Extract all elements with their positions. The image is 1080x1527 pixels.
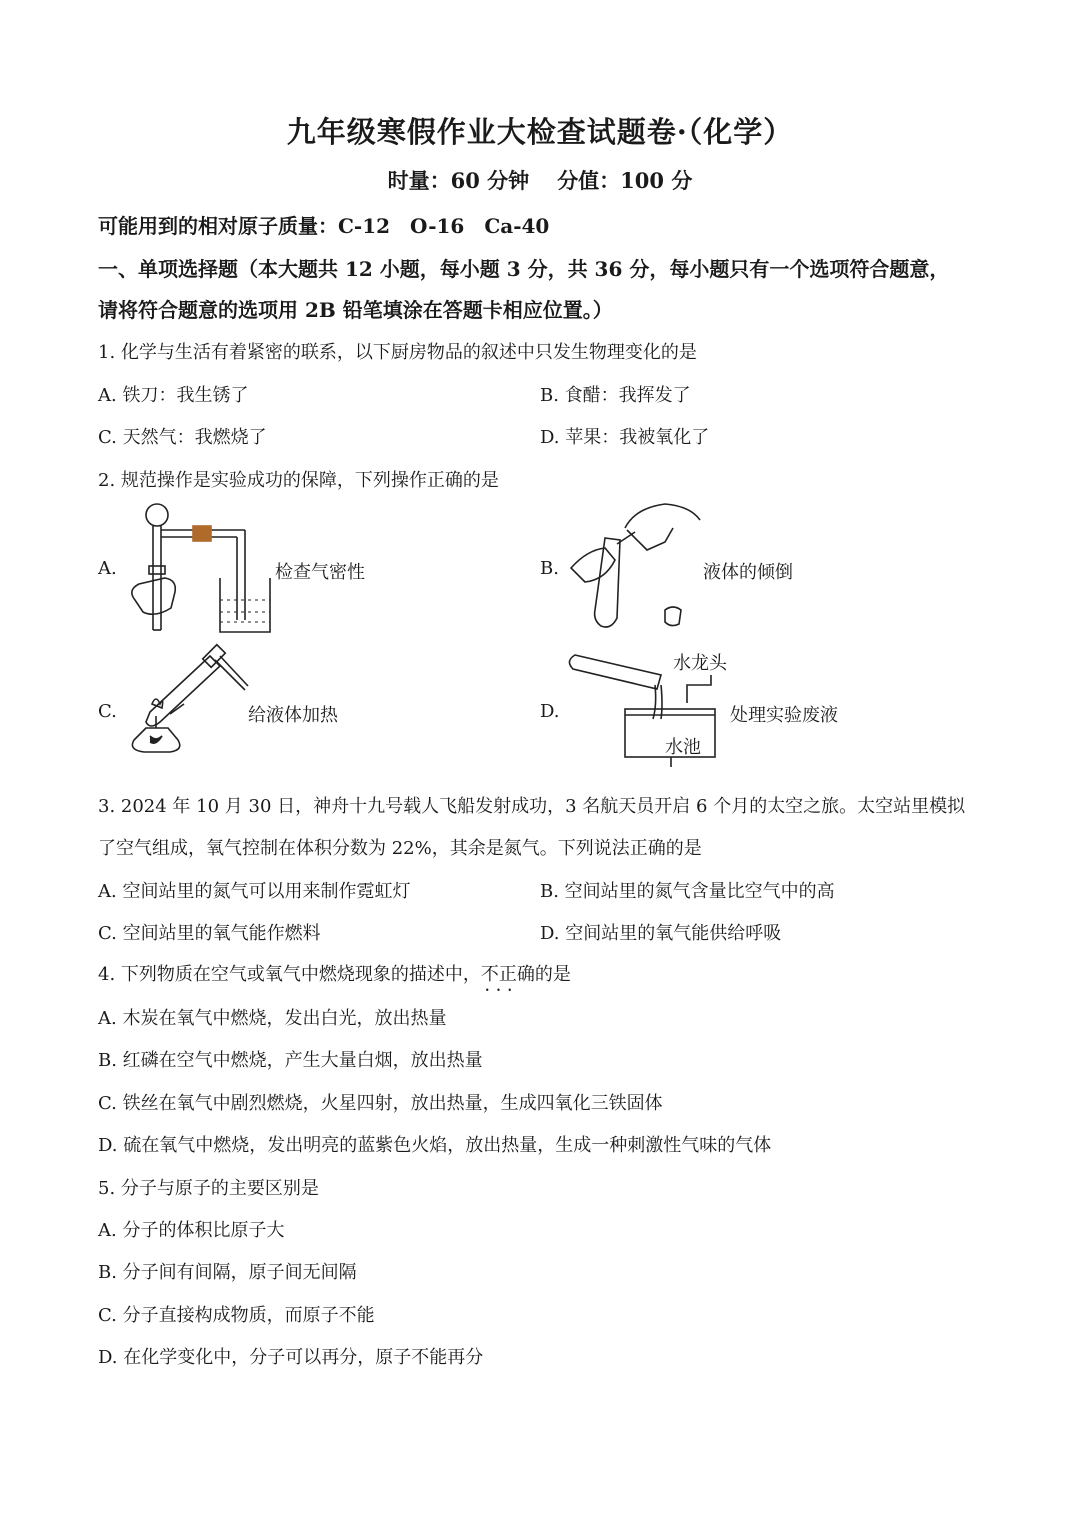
section-1-heading-line-1: 一、单项选择题（本大题共 12 小题，每小题 3 分，共 36 分，每小题只有一个选项符合题意，	[98, 257, 950, 281]
q3-stem-line-1: 3. 2024 年 10 月 30 日，神舟十九号载人飞船发射成功，3 名航天员开启 6 个月的太空之旅。太空站里模拟	[98, 796, 966, 817]
q2-stem: 2. 规范操作是实验成功的保障，下列操作正确的是	[98, 470, 499, 491]
q2-figure-a-caption: 检查气密性	[275, 562, 365, 583]
q5-option-a: A. 分子的体积比原子大	[98, 1220, 285, 1241]
q2-figure-a-letter: A.	[98, 558, 117, 579]
q3-option-d: D. 空间站里的氧气能供给呼吸	[540, 923, 782, 944]
page-title: 九年级寒假作业大检查试题卷·（化学）	[286, 115, 794, 149]
q1-option-b: B. 食醋：我挥发了	[540, 385, 691, 406]
q2-figure-a-airtightness	[125, 500, 275, 640]
q5-option-b: B. 分子间有间隔，原子间无间隔	[98, 1262, 357, 1283]
q2-figure-c-caption: 给液体加热	[248, 705, 338, 726]
q3-stem-line-2: 了空气组成，氧气控制在体积分数为 22%，其余是氮气。下列说法正确的是	[98, 838, 702, 859]
q4-stem	[98, 960, 571, 986]
q5-stem: 5. 分子与原子的主要区别是	[98, 1178, 319, 1199]
q4-stem-suffix: 的是	[534, 964, 571, 985]
q5-option-d: D. 在化学变化中，分子可以再分，原子不能再分	[98, 1347, 484, 1368]
atomic-mass-note: 可能用到的相对原子质量：C-12 O-16 Ca-40	[98, 214, 550, 238]
q2-figure-b-pouring	[565, 498, 705, 633]
q4-option-d: D. 硫在氧气中燃烧，发出明亮的蓝紫色火焰，放出热量，生成一种刺激性气味的气体	[98, 1135, 772, 1156]
q3-option-a: A. 空间站里的氮气可以用来制作霓虹灯	[98, 881, 411, 902]
q2-figure-d-faucet-label: 水龙头	[673, 653, 727, 674]
exam-meta	[0, 165, 1080, 195]
q2-figure-b-letter: B.	[540, 558, 559, 579]
q4-stem-emphasis: 不正确 • • •	[481, 964, 535, 985]
q2-figure-c-heating	[120, 642, 250, 754]
exam-score: 分值：100 分	[557, 168, 693, 193]
q2-figure-c-letter: C.	[98, 701, 117, 722]
q1-option-d: D. 苹果：我被氧化了	[540, 427, 710, 448]
q5-option-c: C. 分子直接构成物质，而原子不能	[98, 1305, 375, 1326]
q1-option-a: A. 铁刀：我生锈了	[98, 385, 249, 406]
q2-figure-d-sink-label: 水池	[665, 737, 701, 758]
exam-time: 时量：60 分钟	[387, 168, 530, 193]
q4-option-c: C. 铁丝在氧气中剧烈燃烧，火星四射，放出热量，生成四氧化三铁固体	[98, 1093, 663, 1114]
section-1-heading-line-2: 请将符合题意的选项用 2B 铅笔填涂在答题卡相应位置。）	[98, 298, 613, 322]
q4-stem-prefix: 4. 下列物质在空气或氧气中燃烧现象的描述中，	[98, 964, 481, 985]
q4-option-b: B. 红磷在空气中燃烧，产生大量白烟，放出热量	[98, 1050, 483, 1071]
q1-stem: 1. 化学与生活有着紧密的联系，以下厨房物品的叙述中只发生物理变化的是	[98, 342, 697, 363]
q3-option-b: B. 空间站里的氮气含量比空气中的高	[540, 881, 835, 902]
q4-option-a: A. 木炭在氧气中燃烧，发出白光，放出热量	[98, 1008, 447, 1029]
q2-figure-b-caption: 液体的倾倒	[703, 562, 793, 583]
q2-figure-d-letter: D.	[540, 701, 560, 722]
q1-option-c: C. 天然气：我燃烧了	[98, 427, 267, 448]
q2-figure-d-caption: 处理实验废液	[730, 705, 838, 726]
q3-option-c: C. 空间站里的氧气能作燃料	[98, 923, 321, 944]
